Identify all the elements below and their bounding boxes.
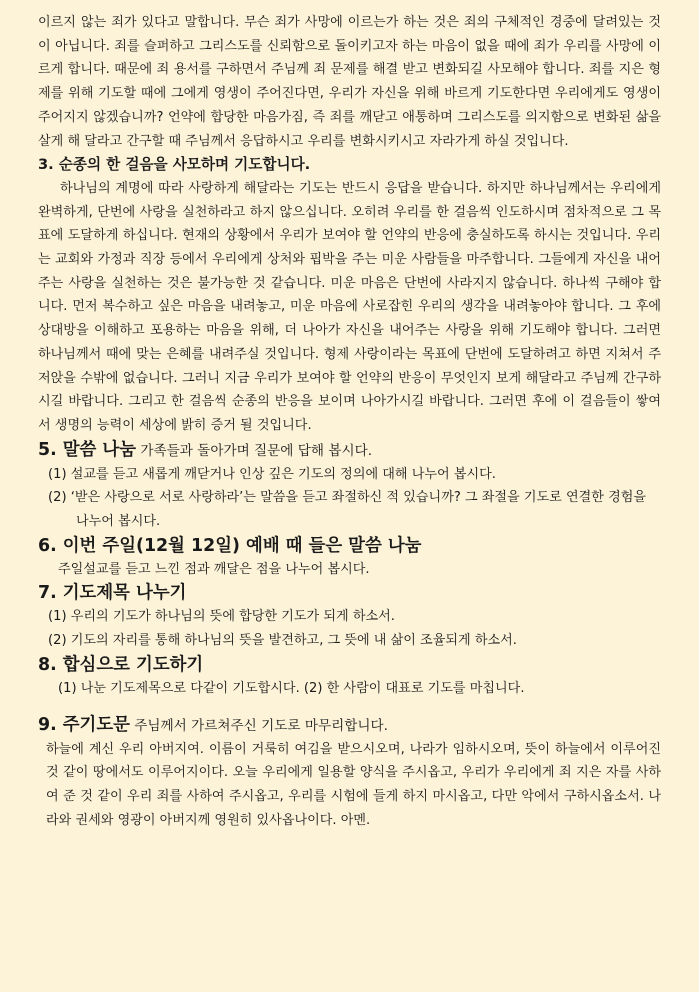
section-6-heading: 6. 이번 주일(12월 12일) 예배 때 들은 말씀 나눔	[38, 535, 422, 556]
section-5-subheading: 가족들과 돌아가며 질문에 답해 봅시다.	[136, 442, 373, 459]
section-9-heading: 9. 주기도문	[38, 714, 130, 735]
intro-paragraph: 이르지 않는 죄가 있다고 말합니다. 무슨 죄가 사망에 이르는가 하는 것은 죄의 구체적인 경중에 달려있는 것이 아닙니다. 죄를 슬퍼하고 그리스도를 신뢰함으로 돌이키고자 하는 마음이 없을 때에 죄가 우리를 사망에 이르게 합니다. 때문에 죄 용서를 구하면서 주님께 죄 문제를 해결 받고 변화되길 사모해야 합니다. 죄를 지은 형제를 위해 기도할 때에 그에게 영생이 주어진다면, 우리가 자신을 위해 바르게 기도한다면 우리에게도 영생이 주어지지 않겠습니까? 언약에 합당한 마음가짐, 즉 죄를 깨닫고 애통하며 그리스도를 의지함으로 변화된 삶을 살게 해 달라고 간구할 때 주님께서 응답하시고 우리를 변화시키시고 자라가게 하실 것입니다.	[38, 15, 661, 149]
section-3	[38, 153, 661, 437]
section-5-item-1: (1) 설교를 듣고 새롭게 깨닫거나 인상 깊은 기도의 정의에 대해 나누어 봅시다.	[48, 466, 496, 482]
section-8-heading: 8. 합심으로 기도하기	[38, 654, 204, 675]
section-6-text: 주일설교를 듣고 느낀 점과 깨달은 점을 나누어 봅시다.	[58, 561, 370, 577]
section-5	[38, 438, 661, 534]
section-9	[38, 713, 661, 833]
section-9-subheading: 주님께서 가르쳐주신 기도로 마무리합니다.	[129, 717, 388, 734]
section-3-heading: 3. 순종의 한 걸음을 사모하며 기도합니다.	[38, 156, 311, 174]
section-5-heading-line	[38, 438, 661, 463]
section-3-paragraph: 하나님의 계명에 따라 사랑하게 해달라는 기도는 반드시 응답을 받습니다. 하지만 하나님께서는 우리에게 완벽하게, 단번에 사랑을 실천하라고 하지 않으십니다. 오히려 우리를 한 걸음씩 인도하시며 점차적으로 그 목표에 도달하게 하십니다. 현재의 상황에서 우리가 보여야 할 언약의 반응에 충실하도록 하시는 것입니다. 우리는 교회와 가정과 직장 등에서 우리에게 상처와 핍박을 주는 미운 사람들을 마주합니다. 그들에게 자신을 내어주는 사랑을 실천하는 것은 불가능한 것 같습니다. 미운 마음은 단번에 사라지지 않습니다. 하나씩 구해야 합니다. 먼저 복수하고 싶은 마음을 내려놓고, 미운 마음에 사로잡힌 우리의 생각을 내려놓아야 합니다. 그 후에 상대방을 이해하고 포용하는 마음을 위해, 더 나아가 자신을 내어주는 사랑을 위해 기도해야 합니다. 그러면 하나님께서 때에 맞는 은혜를 내려주실 것입니다. 형제 사랑이라는 목표에 단번에 도달하려고 하면 지쳐서 주저앉을 수밖에 없습니다. 그러니 지금 우리가 보여야 할 언약의 반응이 무엇인지 보게 해달라고 주님께 간구하시길 바랍니다. 그리고 한 걸음씩 순종의 반응을 보이며 나아가시길 바랍니다. 그러면 후에 이 걸음들이 쌓여서 생명의 능력이 세상에 밝히 증거 될 것입니다.	[38, 180, 661, 433]
section-6	[38, 534, 661, 582]
section-7-heading: 7. 기도제목 나누기	[38, 583, 187, 604]
lords-prayer-text: 하늘에 계신 우리 아버지여. 이름이 거룩히 여김을 받으시오며, 나라가 임하시오며, 뜻이 하늘에서 이루어진 것 같이 땅에서도 이루어지이다. 오늘 우리에게 일용할 양식을 주시옵고, 우리가 우리에게 죄 지은 자를 사하여 준 것 같이 우리 죄를 사하여 주시옵고, 우리를 시험에 들게 하지 마시옵고, 다만 악에서 구하시옵소서. 나라와 권세와 영광이 아버지께 영원히 있사옵나이다. 아멘.	[46, 741, 661, 828]
section-7	[38, 581, 661, 652]
section-5-heading: 5. 말씀 나눔	[38, 439, 137, 460]
section-7-item-2: (2) 기도의 자리를 통해 하나님의 뜻을 발견하고, 그 뜻에 내 삶이 조율되게 하소서.	[48, 633, 517, 649]
section-5-item-2: (2) ‘받은 사랑으로 서로 사랑하라’는 말씀을 듣고 좌절하신 적 있습니까? 그 좌절을 기도로 연결한 경험을 나누어 봅시다.	[48, 490, 647, 530]
section-8	[38, 653, 661, 701]
section-7-item-1: (1) 우리의 기도가 하나님의 뜻에 합당한 기도가 되게 하소서.	[48, 609, 395, 625]
section-9-heading-line	[38, 713, 661, 738]
section-8-text: (1) 나눈 기도제목으로 다같이 기도합시다. (2) 한 사람이 대표로 기도를 마칩니다.	[58, 680, 525, 696]
